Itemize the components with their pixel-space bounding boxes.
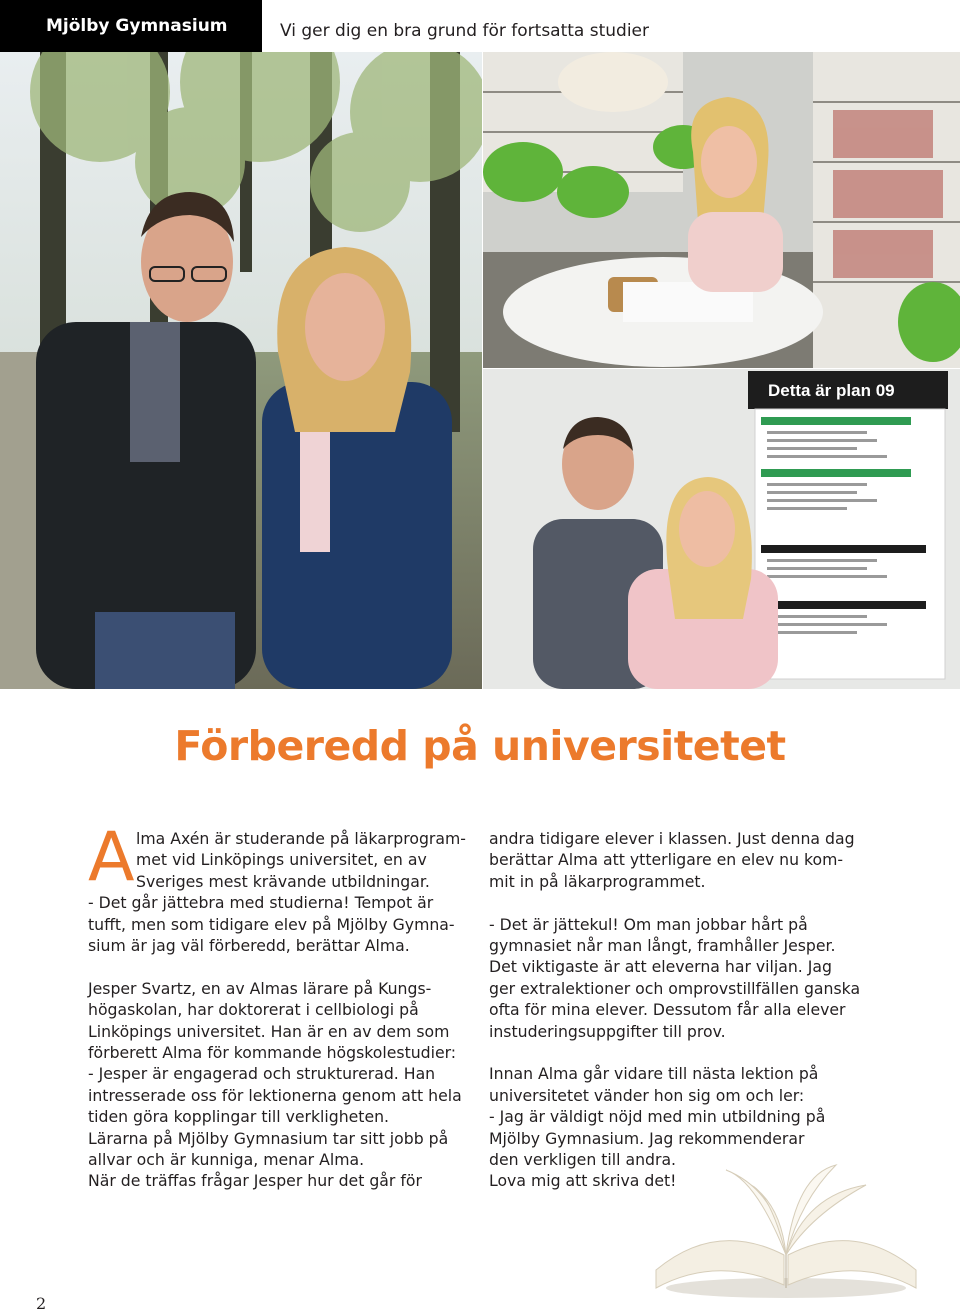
text-line: mit in på läkarprogrammet. xyxy=(489,871,706,891)
drop-cap: A xyxy=(88,818,135,897)
text-line: sium är jag väl förberedd, berättar Alma. xyxy=(88,936,410,956)
text-line: Innan Alma går vidare till nästa lektion på xyxy=(489,1064,819,1084)
article-left-column xyxy=(88,828,488,1192)
open-book-icon xyxy=(636,1160,936,1300)
teacher-and-student-outdoors-photo xyxy=(0,52,482,689)
text-line: allvar och är kunniga, menar Alma. xyxy=(88,1150,365,1170)
text-line: met vid Linköpings universitet, en av xyxy=(136,850,427,870)
text-line: berättar Alma att ytterligare en elev nu kom- xyxy=(489,850,844,870)
text-line: - Jag är väldigt nöjd med min utbildning på xyxy=(489,1107,826,1127)
page-header xyxy=(0,0,960,52)
text-line: tiden göra kopplingar till verkligheten. xyxy=(88,1107,390,1127)
text-line: Lärarna på Mjölby Gymnasium tar sitt jobb på xyxy=(88,1128,449,1148)
text-line: Jesper Svartz, en av Almas lärare på Kungs- xyxy=(88,978,432,998)
text-line: lma Axén är studerande på läkarprogram- xyxy=(136,829,466,848)
paragraph-gap xyxy=(489,892,909,913)
text-line: den verkligen till andra. xyxy=(489,1150,677,1170)
text-line: andra tidigare elever i klassen. Just denna dag xyxy=(489,829,855,848)
text-line: instuderingsuppgifter till prov. xyxy=(489,1021,726,1041)
paragraph-gap xyxy=(88,956,488,977)
header-tagline: Vi ger dig en bra grund för fortsatta studier xyxy=(280,21,650,41)
text-line: Sveriges mest krävande utbildningar. xyxy=(136,871,430,891)
text-line: intresserade oss för lektionerna genom att hela xyxy=(88,1085,462,1105)
plan-sign-label: Detta är plan 09 xyxy=(768,381,895,400)
paragraph-gap xyxy=(489,1042,909,1063)
text-line: förberett Alma för kommande högskolestudier: xyxy=(88,1043,457,1063)
text-line: Lova mig att skriva det! xyxy=(489,1171,677,1191)
text-line: Linköpings universitet. Han är en av dem som xyxy=(88,1021,450,1041)
text-line: gymnasiet når man långt, framhåller Jesper. xyxy=(489,936,836,956)
student-studying-in-library-photo xyxy=(483,52,960,368)
text-line: Mjölby Gymnasium. Jag rekommenderar xyxy=(489,1128,805,1148)
text-line: ofta för mina elever. Dessutom får alla elever xyxy=(489,1000,846,1020)
text-line: När de träffas frågar Jesper hur det går för xyxy=(88,1171,422,1191)
text-line: tufft, men som tidigare elev på Mjölby Gymna- xyxy=(88,914,455,934)
text-line: Det viktigaste är att eleverna har viljan. Jag xyxy=(489,957,832,977)
text-line: universitetet vänder hon sig om och ler: xyxy=(489,1085,805,1105)
page-number: 2 xyxy=(36,1294,47,1313)
article-headline: Förberedd på universitetet xyxy=(174,722,786,770)
text-line: högaskolan, har doktorerat i cellbiologi på xyxy=(88,1000,419,1020)
text-line: ger extralektioner och omprovstillfällen ganska xyxy=(489,978,861,998)
teacher-and-student-by-floor-sign-photo xyxy=(483,369,960,689)
text-line: - Jesper är engagerad och strukturerad. Han xyxy=(88,1064,436,1084)
article-right-column xyxy=(489,828,909,1192)
text-line: - Det går jättebra med studierna! Tempot är xyxy=(88,893,434,913)
text-line: - Det är jättekul! Om man jobbar hårt på xyxy=(489,914,808,934)
school-name-tab: Mjölby Gymnasium xyxy=(0,0,262,52)
